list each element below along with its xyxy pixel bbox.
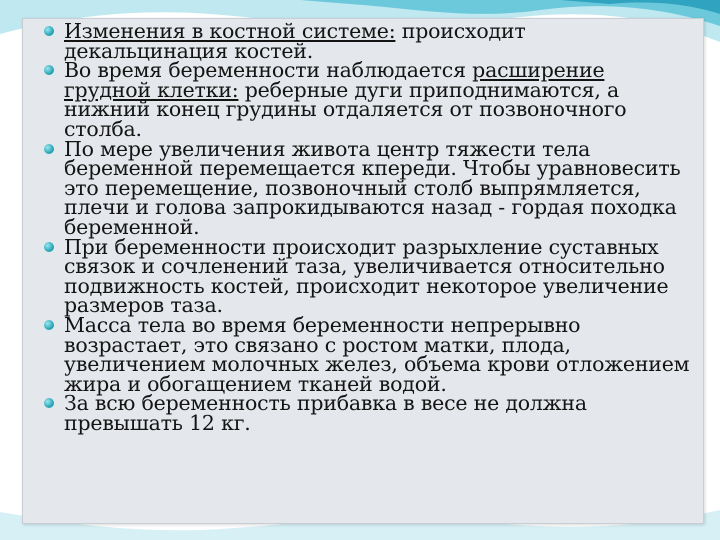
bullet-text: По мере увеличения живота центр тяжести тела беременной перемещается кпереди. Чтобы уравновесить это перемещение, позвоночный столб выпрямляется, плечи и голова запрокидываются назад - гордая походка беременной. <box>64 136 681 239</box>
bullet-text: За всю беременность прибавка в весе не должна превышать 12 кг. <box>64 391 587 435</box>
bullet-icon <box>44 320 54 330</box>
bullet-icon <box>44 242 54 252</box>
bullet-item <box>44 312 694 396</box>
bullet-item <box>44 234 694 318</box>
underlined-text: Изменения в костной системе: <box>64 19 396 43</box>
bullet-text: Во время беременности наблюдается <box>64 58 473 83</box>
bullet-icon <box>44 398 54 408</box>
bullet-text: При беременности происходит разрыхление суставных связок и сочленений таза, увеличивается относительно подвижность костей, происходит некоторое увеличение размеров таза. <box>64 234 669 318</box>
underlined-text: расширение грудной клетки: <box>64 58 605 102</box>
bullet-item <box>44 136 694 239</box>
bullet-text: происходит декальцинация костей. <box>64 19 526 63</box>
bullet-list <box>44 19 694 435</box>
bullet-text: реберные дуги приподнимаются, а нижний конец грудины отдаляется от позвоночного столба. <box>64 77 627 141</box>
bullet-icon <box>44 144 54 154</box>
bullet-item <box>44 391 694 435</box>
bullet-item <box>44 58 694 141</box>
bullet-item <box>44 19 694 63</box>
bullet-icon <box>44 26 54 36</box>
bullet-text: Масса тела во время беременности непрерывно возрастает, это связано с ростом матки, плода, увеличением молочных желез, объема крови отложением жира и обогащением тканей водой. <box>64 312 690 396</box>
bullet-icon <box>44 65 54 75</box>
